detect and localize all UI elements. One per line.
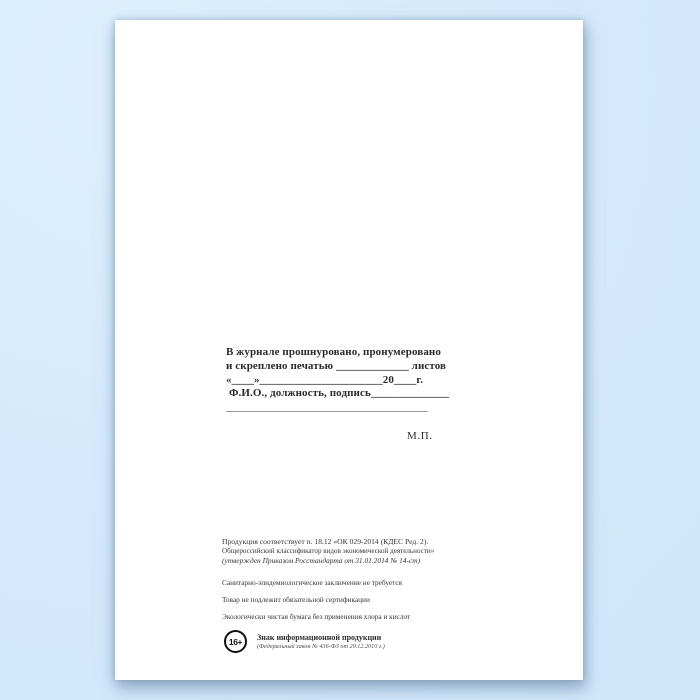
age-mark-row (224, 630, 385, 653)
note-certification: Товар не подлежит обязательной сертификации (222, 595, 370, 604)
age-mark-title: Знак информационной продукции (257, 633, 382, 642)
age-mark-text (257, 633, 385, 650)
stamp-place-label: М.П. (407, 430, 433, 442)
compliance-statement (222, 537, 434, 566)
compliance-line: Общероссийский классификатор видов экономической деятельности» (222, 546, 435, 555)
product-notes (222, 579, 410, 630)
certification-line: В журнале прошнуровано, пронумеровано (226, 346, 441, 358)
compliance-line: Продукция соответствует п. 18.12 «ОК 029-2014 (КДЕС Ред. 2). (222, 537, 429, 546)
journal-back-page (115, 20, 583, 680)
note-eco-paper: Экологически чистая бумага без применения хлора и кислот (222, 612, 411, 621)
certification-line: «____»______________________20____г. (226, 373, 424, 386)
age-16-plus-icon: 16+ (224, 630, 247, 653)
note-sanitary: Санитарно-эпидемиологическое заключение не требуется (222, 578, 403, 587)
certification-text-block (226, 346, 449, 415)
signature-line: ____________________________________ (226, 401, 428, 414)
age-mark-law-reference: (Федеральный закон № 436-ФЗ от 29.12.2010 г.) (257, 642, 385, 650)
certification-line: и скреплено печатью _____________ листов (226, 359, 447, 372)
compliance-line-italic: (утвержден Приказом Росстандарта от 31.01.2014 № 14-ст) (222, 556, 421, 565)
certification-line: Ф.И.О., должность, подпись______________ (229, 387, 450, 400)
